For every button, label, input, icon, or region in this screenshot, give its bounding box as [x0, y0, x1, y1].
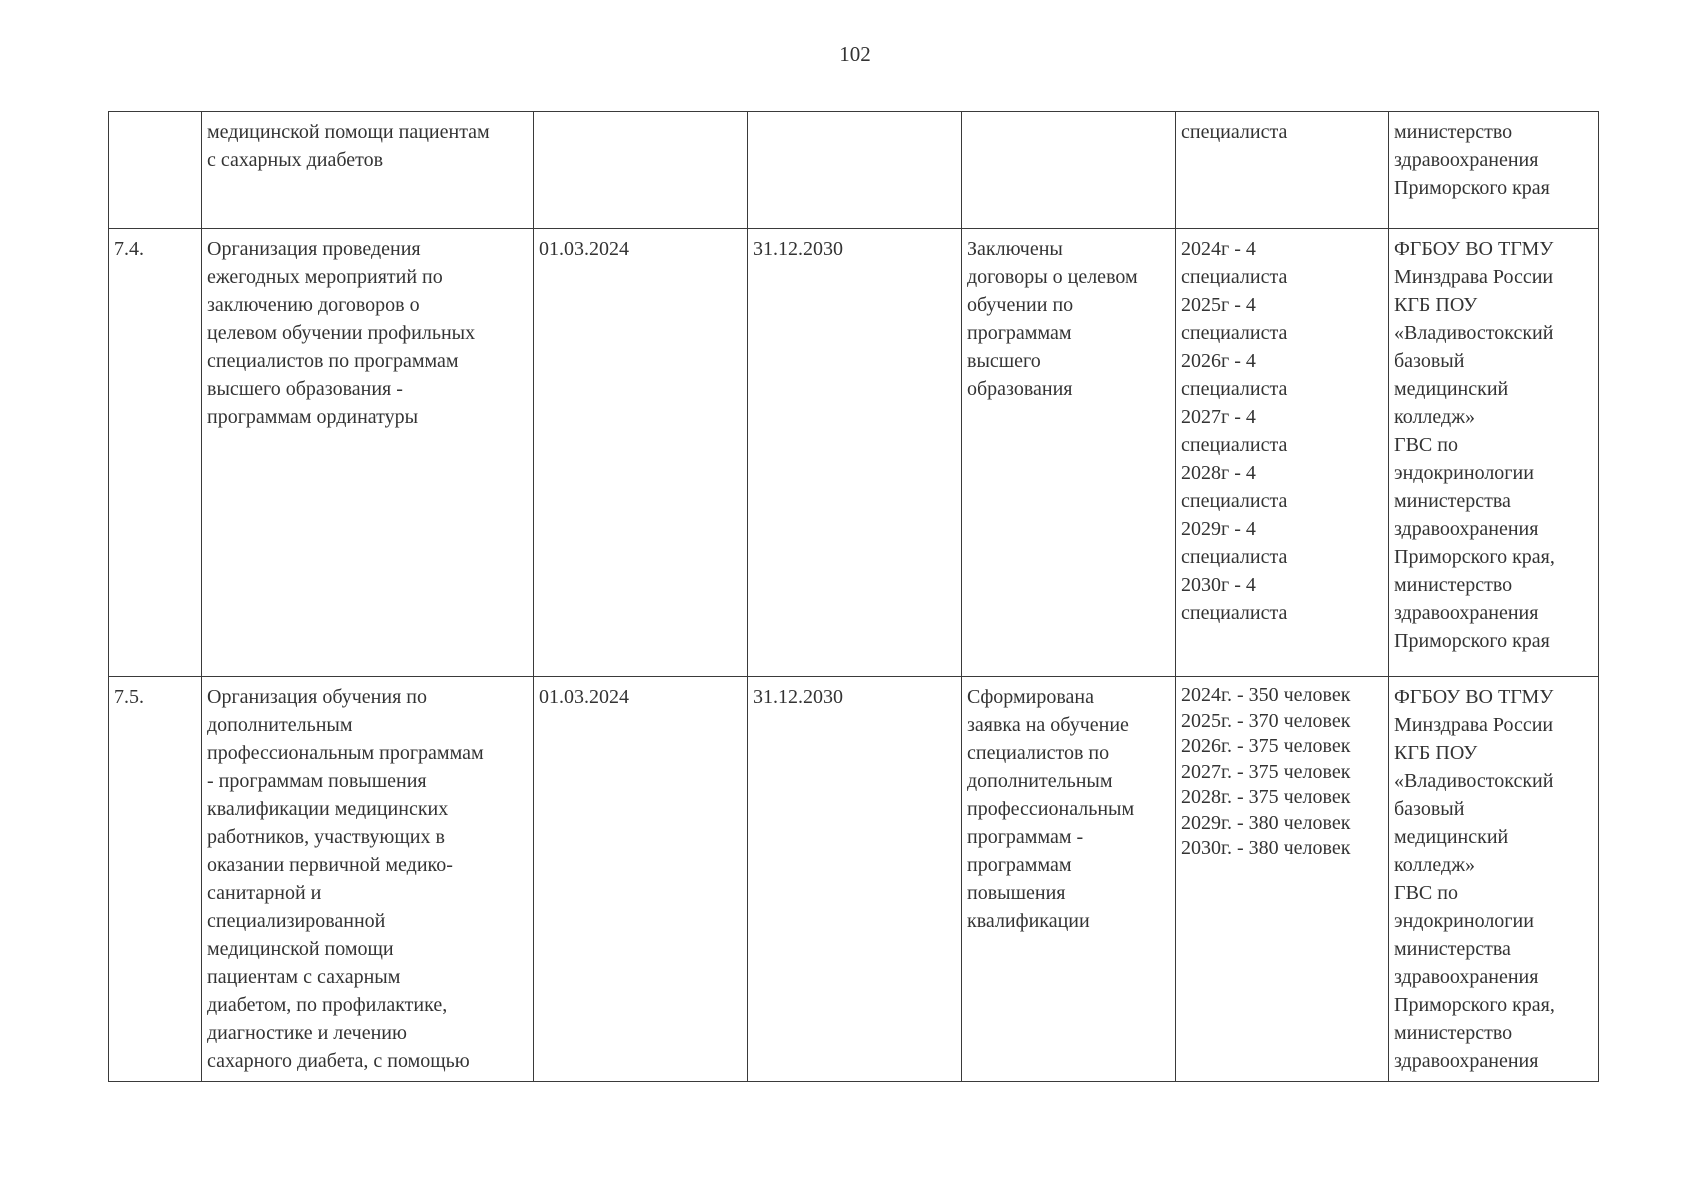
activity-name-cell: [202, 677, 534, 1082]
result-cell: [962, 112, 1176, 229]
cell-text-line: эндокринологии: [1394, 910, 1534, 932]
cell-text-line: специалистов по программам: [207, 350, 459, 372]
cell-text-line: программам ординатуры: [207, 406, 419, 428]
cell-text-line: 2027г - 4: [1181, 406, 1256, 428]
cell-text-line: 2030г. - 380 человек: [1181, 837, 1351, 859]
cell-text-line: специалиста: [1181, 121, 1288, 143]
cell-text-line: Организация проведения: [207, 238, 421, 260]
cell-text-line: специалиста: [1181, 602, 1288, 624]
result-cell: [962, 677, 1176, 1082]
cell-text-line: специалиста: [1181, 434, 1288, 456]
cell-text-line: Организация обучения по: [207, 686, 427, 708]
cell-text-line: 2029г. - 380 человек: [1181, 811, 1351, 834]
cell-text-line: специалиста: [1181, 322, 1288, 344]
cell-text-line: пациентам с сахарным: [207, 966, 401, 988]
cell-text-line: обучении по: [967, 294, 1074, 316]
result-cell: [962, 229, 1176, 677]
cell-text-line: Сформирована: [967, 686, 1094, 708]
cell-text-line: работников, участвующих в: [207, 826, 445, 848]
table-row-7-5: [109, 677, 1599, 1082]
cell-text-line: 2024г. - 350 человек: [1181, 684, 1351, 706]
cell-text-line: специалиста: [1181, 546, 1288, 568]
table-row-continued: [109, 112, 1599, 229]
cell-text-line: специалиста: [1181, 266, 1288, 288]
cell-text-line: здравоохранения: [1394, 1050, 1539, 1072]
cell-text-line: ГВС по: [1394, 882, 1458, 904]
cell-text-line: 2028г - 4: [1181, 462, 1256, 484]
row-number-cell: 7.5.: [109, 677, 202, 1082]
cell-text-line: здравоохранения: [1394, 149, 1539, 171]
cell-text-line: ГВС по: [1394, 434, 1458, 456]
cell-text-line: Заключены: [967, 238, 1063, 260]
cell-text-line: образования: [967, 378, 1073, 400]
cell-text-line: Минздрава России: [1394, 714, 1554, 736]
cell-text-line: КГБ ПОУ: [1394, 742, 1478, 764]
cell-text-line: базовый: [1394, 350, 1465, 372]
cell-text-line: 2026г. - 375 человек: [1181, 735, 1351, 757]
activity-name-cell: [202, 112, 534, 229]
cell-text-line: программам: [967, 322, 1072, 344]
cell-text-line: 2025г - 4: [1181, 294, 1256, 316]
cell-text-line: Приморского края,: [1394, 546, 1555, 568]
end-date-cell: [748, 112, 962, 229]
cell-text-line: Приморского края: [1394, 630, 1550, 652]
cell-text-line: ФГБОУ ВО ТГМУ: [1394, 686, 1554, 708]
cell-text-line: здравоохранения: [1394, 518, 1539, 540]
cell-text-line: диагностике и лечению: [207, 1022, 407, 1044]
cell-text-line: Минздрава России: [1394, 266, 1554, 288]
cell-text-line: министерства: [1394, 938, 1511, 960]
cell-text-line: заявка на обучение: [967, 714, 1129, 736]
cell-text-line: здравоохранения: [1394, 966, 1539, 988]
activity-plan-table: [108, 111, 1599, 1082]
cell-text-line: с сахарных диабетов: [207, 149, 384, 171]
cell-text-line: повышения: [967, 882, 1066, 904]
row-number-cell: [109, 112, 202, 229]
cell-text-line: медицинской помощи: [207, 938, 394, 960]
cell-text-line: эндокринологии: [1394, 462, 1534, 484]
cell-text-line: программам -: [967, 826, 1084, 848]
indicator-cell: [1176, 677, 1389, 1082]
cell-text-line: - программам повышения: [207, 770, 427, 792]
cell-text-line: ФГБОУ ВО ТГМУ: [1394, 238, 1554, 260]
responsible-cell: [1389, 677, 1599, 1082]
cell-text-line: диабетом, по профилактике,: [207, 994, 448, 1016]
row-number-cell: 7.4.: [109, 229, 202, 677]
cell-text-line: «Владивостокский: [1394, 770, 1554, 792]
page-number: 102: [839, 42, 871, 66]
cell-text-line: «Владивостокский: [1394, 322, 1554, 344]
cell-text-line: дополнительным: [967, 770, 1113, 792]
cell-text-line: 2026г - 4: [1181, 350, 1256, 372]
cell-text-line: профессиональным программам: [207, 742, 484, 764]
cell-text-line: профессиональным: [967, 798, 1135, 820]
cell-text-line: КГБ ПОУ: [1394, 294, 1478, 316]
cell-text-line: сахарного диабета, с помощью: [207, 1050, 470, 1072]
cell-text-line: ежегодных мероприятий по: [207, 266, 443, 288]
responsible-cell: [1389, 229, 1599, 677]
table-row-7-4: [109, 229, 1599, 677]
cell-text-line: колледж»: [1394, 406, 1476, 428]
cell-text-line: медицинской помощи пациентам: [207, 121, 490, 143]
responsible-cell: [1389, 112, 1599, 229]
cell-text-line: санитарной и: [207, 882, 322, 904]
cell-text-line: квалификации: [967, 910, 1090, 932]
cell-text-line: специалиста: [1181, 378, 1288, 400]
cell-text-line: министерства: [1394, 490, 1511, 512]
cell-text-line: квалификации медицинских: [207, 798, 449, 820]
end-date-cell: 31.12.2030: [748, 677, 962, 1082]
cell-text-line: высшего образования -: [207, 378, 403, 400]
cell-text-line: министерство: [1394, 574, 1513, 596]
cell-text-line: 2027г. - 375 человек: [1181, 760, 1351, 783]
cell-text-line: заключению договоров о: [207, 294, 420, 316]
cell-text-line: колледж»: [1394, 854, 1476, 876]
cell-text-line: Приморского края: [1394, 177, 1550, 199]
cell-text-line: специалиста: [1181, 490, 1288, 512]
activity-name-cell: [202, 229, 534, 677]
indicator-cell: [1176, 112, 1389, 229]
indicator-cell: [1176, 229, 1389, 677]
cell-text-line: высшего: [967, 350, 1041, 372]
cell-text-line: специалистов по: [967, 742, 1110, 764]
cell-text-line: 2024г - 4: [1181, 238, 1256, 260]
cell-text-line: целевом обучении профильных: [207, 322, 476, 344]
cell-text-line: министерство: [1394, 1022, 1513, 1044]
start-date-cell: [534, 112, 748, 229]
cell-text-line: программам: [967, 854, 1072, 876]
cell-text-line: Приморского края,: [1394, 994, 1555, 1016]
cell-text-line: 2029г - 4: [1181, 518, 1256, 540]
cell-text-line: 2030г - 4: [1181, 574, 1256, 596]
cell-text-line: здравоохранения: [1394, 602, 1539, 624]
cell-text-line: 2028г. - 375 человек: [1181, 786, 1351, 808]
start-date-cell: 01.03.2024: [534, 229, 748, 677]
cell-text-line: медицинский: [1394, 378, 1509, 400]
cell-text-line: договоры о целевом: [967, 266, 1138, 288]
cell-text-line: специализированной: [207, 910, 386, 932]
cell-text-line: базовый: [1394, 798, 1465, 820]
cell-text-line: 2025г. - 370 человек: [1181, 709, 1351, 732]
cell-text-line: оказании первичной медико-: [207, 854, 453, 876]
cell-text-line: медицинский: [1394, 826, 1509, 848]
cell-text-line: министерство: [1394, 121, 1513, 143]
start-date-cell: 01.03.2024: [534, 677, 748, 1082]
end-date-cell: 31.12.2030: [748, 229, 962, 677]
cell-text-line: дополнительным: [207, 714, 353, 736]
